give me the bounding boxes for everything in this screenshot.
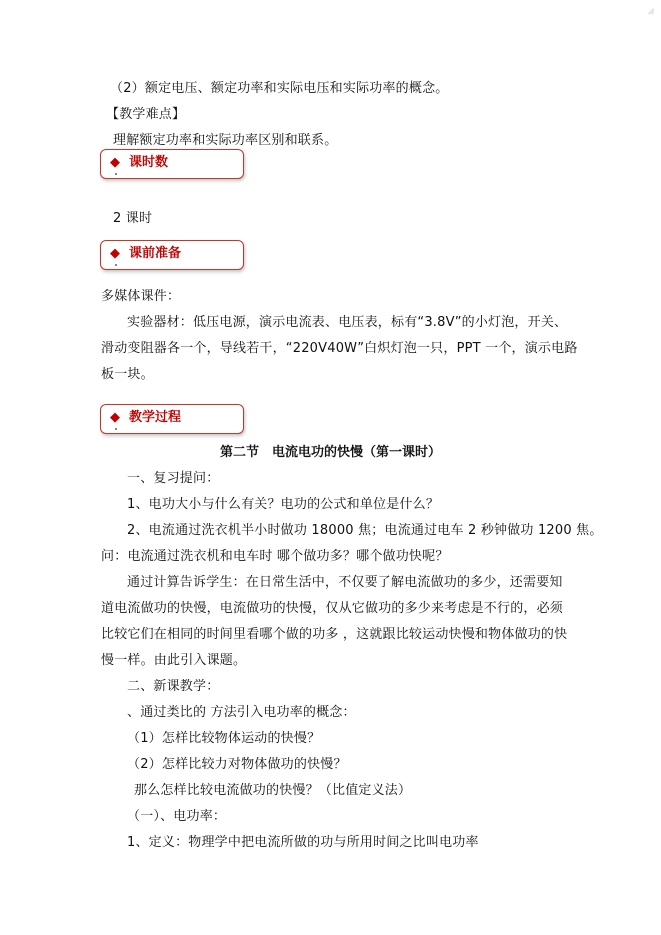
review-heading: 一、复习提问：	[127, 471, 220, 486]
section-process-label: 教学过程	[129, 410, 182, 425]
analogy-line: 、通过类比的 方法引入电功率的概念：	[127, 705, 356, 720]
section-prep-box	[100, 240, 244, 270]
definition-line: 1、定义：物理学中把电流所做的功与所用时间之比叫电功率	[127, 835, 479, 850]
calc-line-4: 慢一样。由此引入课题。	[101, 653, 247, 668]
corner-decoration-icon: ◢	[647, 6, 654, 16]
lesson-title: 第二节 电流电功的快慢（第一课时）	[219, 445, 441, 460]
question-2-line-2: 问：电流通过洗衣机和电车时 哪个做功多？哪个做功快呢？	[101, 549, 449, 564]
sub-question-2: （2）怎样比较力对物体做功的快慢？	[127, 757, 347, 772]
section-hours-box	[100, 149, 244, 179]
box-mark	[115, 264, 117, 266]
materials-line-3: 板一块。	[101, 367, 154, 382]
section-hours-label: 课时数	[129, 155, 169, 170]
box-mark	[115, 428, 117, 430]
calc-line-2: 道电流做功的快慢，电流做功的快慢，仅从它做功的多少来考虑是不行的，必须	[101, 601, 564, 616]
section-prep-label: 课前准备	[129, 246, 182, 261]
power-heading: （一）、电功率：	[127, 809, 227, 824]
section-process-box	[100, 404, 244, 434]
difficulty-text: 理解额定功率和实际功率区别和联系。	[113, 133, 338, 148]
new-lesson-heading: 二、新课教学：	[127, 679, 220, 694]
materials-line-1: 实验器材：低压电源，演示电流表、电压表，标有“3.8V”的小灯泡，开关、	[127, 315, 568, 330]
calc-line-3: 比较它们在相同的时间里看哪个做的功多 ，这就跟比较运动快慢和物体做功的快	[101, 627, 568, 642]
calc-line-1: 通过计算告诉学生：在日常生活中，不仅要了解电流做功的多少，还需要知	[127, 575, 563, 590]
concept-line: （2）额定电压、额定功率和实际电压和实际功率的概念。	[110, 81, 449, 96]
hours-text: 2 课时	[113, 211, 153, 226]
sub-question-1: （1）怎样比较物体运动的快慢？	[127, 731, 321, 746]
question-1: 1、电功大小与什么有关？电功的公式和单位是什么？	[127, 497, 440, 512]
diamond-icon: ◆	[110, 246, 120, 261]
sub-question-3: 那么怎样比较电流做功的快慢？（比值定义法）	[134, 783, 412, 798]
materials-intro: 多媒体课件：	[101, 289, 181, 304]
diamond-icon: ◆	[110, 155, 120, 170]
difficulty-heading: 【教学难点】	[106, 107, 186, 122]
materials-line-2: 滑动变阻器各一个，导线若干，“220V40W”白炽灯泡一只，PPT 一个，演示电路	[101, 341, 578, 356]
diamond-icon: ◆	[110, 410, 120, 425]
box-mark	[115, 173, 117, 175]
question-2-line-1: 2、电流通过洗衣机半小时做功 18000 焦；电流通过电车 2 秒钟做功 1200 焦。	[127, 523, 603, 538]
